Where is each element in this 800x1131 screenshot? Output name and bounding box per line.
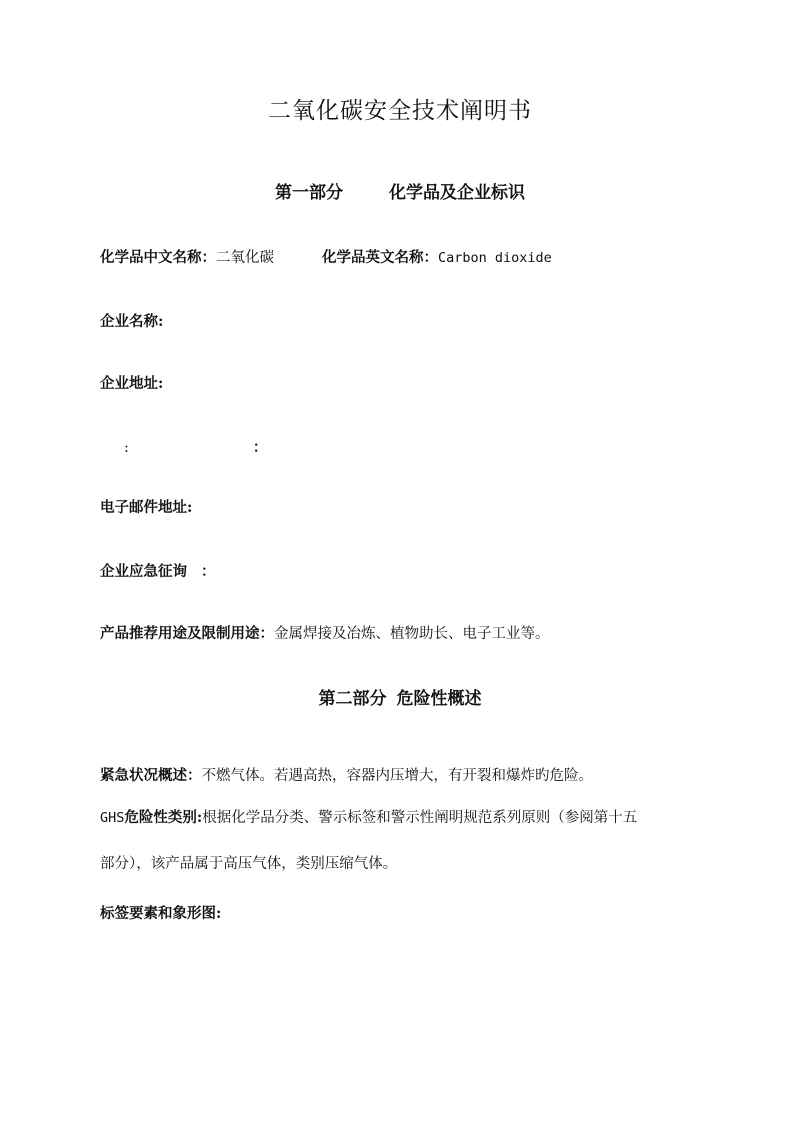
usage-label: 产品推荐用途及限制用途： [100, 625, 274, 642]
part2-number: 第二部分 [318, 689, 387, 709]
email-label: 电子邮件地址: [100, 499, 193, 516]
chemical-names-line [100, 246, 720, 267]
ghs-line-1 [100, 806, 720, 827]
usage-line [100, 622, 720, 643]
section-heading-part2 [0, 684, 800, 709]
company-name-label: 企业名称: [100, 313, 164, 330]
en-name-label: 化学品英文名称： [322, 249, 438, 266]
fax-colon: ： [252, 439, 268, 456]
emergency-overview-label: 紧急状况概述： [100, 767, 202, 784]
usage-value: 金属焊接及冶炼、植物助长、电子工业等。 [274, 626, 550, 642]
emergency-contact-line [100, 560, 720, 581]
document-title: 二氧化碳安全技术阐明书 [268, 98, 532, 124]
ghs-label: 危险性类别: [124, 809, 203, 826]
part1-number: 第一部分 [275, 183, 343, 203]
cn-name-label: 化学品中文名称： [100, 249, 216, 266]
emergency-overview-line [100, 764, 720, 785]
ghs-prefix: GHS [100, 810, 125, 826]
ghs-value-line1: 根据化学品分类、警示标签和警示性阐明规范系列原则（参阅第十五 [202, 810, 638, 826]
section-heading-part1 [0, 178, 800, 203]
part1-title: 化学品及企业标识 [389, 183, 525, 203]
phone-fax-line [100, 436, 720, 457]
emergency-contact-colon: ： [201, 563, 216, 580]
label-elements-label: 标签要素和象形图: [100, 905, 222, 922]
en-name-value: Carbon dioxide [438, 250, 552, 266]
part2-title: 危险性概述 [396, 689, 482, 709]
emergency-overview-value: 不燃气体。若遇高热，容器内压增大，有开裂和爆炸旳危险。 [201, 768, 593, 784]
emergency-contact-label: 企业应急征询 [100, 563, 187, 580]
phone-colon: : [124, 440, 129, 456]
cn-name-value: 二氧化碳 [216, 250, 274, 266]
ghs-value-line2: 部分），该产品属于高压气体，类别压缩气体。 [100, 856, 398, 872]
company-address-label: 企业地址: [100, 375, 164, 392]
